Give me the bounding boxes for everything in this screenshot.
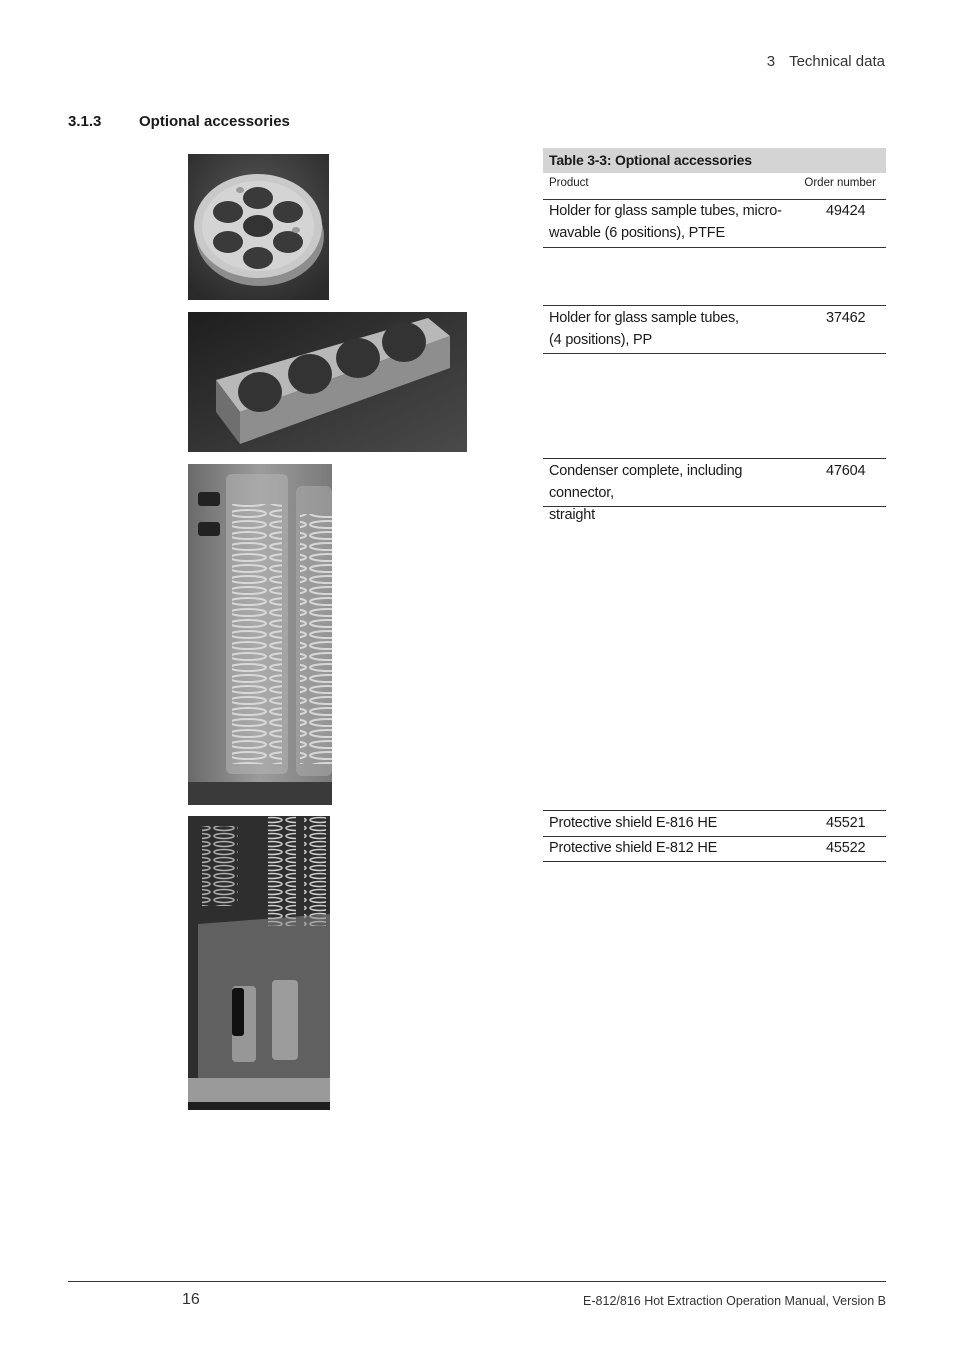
protective-shield-photo	[188, 816, 330, 1110]
table-row	[549, 812, 804, 834]
table-row	[549, 460, 804, 526]
order-number: 45522	[826, 840, 866, 856]
table-title: Table 3-3: Optional accessories	[549, 152, 752, 168]
table-rule	[543, 353, 886, 354]
table-rule	[543, 810, 886, 811]
product-line: Protective shield E-812 HE	[549, 840, 718, 856]
order-number: 37462	[826, 310, 866, 326]
section-number: 3.1.3	[68, 113, 102, 130]
product-line: Holder for glass sample tubes, micro-	[549, 203, 782, 219]
product-line: Holder for glass sample tubes,	[549, 310, 739, 326]
product-line: Condenser complete, including connector,	[549, 463, 743, 501]
footer-rule	[68, 1281, 886, 1282]
table-rule	[543, 458, 886, 459]
order-number: 47604	[826, 463, 866, 479]
holder-4-positions-photo	[188, 312, 467, 452]
page-number: 16	[182, 1291, 200, 1308]
table-row	[549, 307, 804, 351]
column-header-product: Product	[549, 177, 589, 189]
table-rule	[543, 247, 886, 248]
product-line: Protective shield E-816 HE	[549, 815, 718, 831]
order-number: 49424	[826, 203, 866, 219]
table-row	[549, 837, 804, 859]
product-line: straight	[549, 507, 595, 523]
document-title: E-812/816 Hot Extraction Operation Manual, Version B	[583, 1294, 886, 1308]
section-title: Optional accessories	[139, 113, 290, 130]
chapter-title: Technical data	[789, 53, 885, 70]
table-rule	[543, 305, 886, 306]
table-rule	[543, 506, 886, 507]
order-number: 45521	[826, 815, 866, 831]
product-line: (4 positions), PP	[549, 332, 652, 348]
condenser-photo	[188, 464, 332, 805]
holder-6-positions-photo	[188, 154, 329, 300]
chapter-number: 3	[766, 53, 776, 70]
table-rule	[543, 861, 886, 862]
column-header-order-number: Order number	[804, 177, 876, 189]
table-row	[549, 200, 804, 244]
product-line: wavable (6 positions), PTFE	[549, 225, 725, 241]
running-header	[700, 53, 885, 70]
